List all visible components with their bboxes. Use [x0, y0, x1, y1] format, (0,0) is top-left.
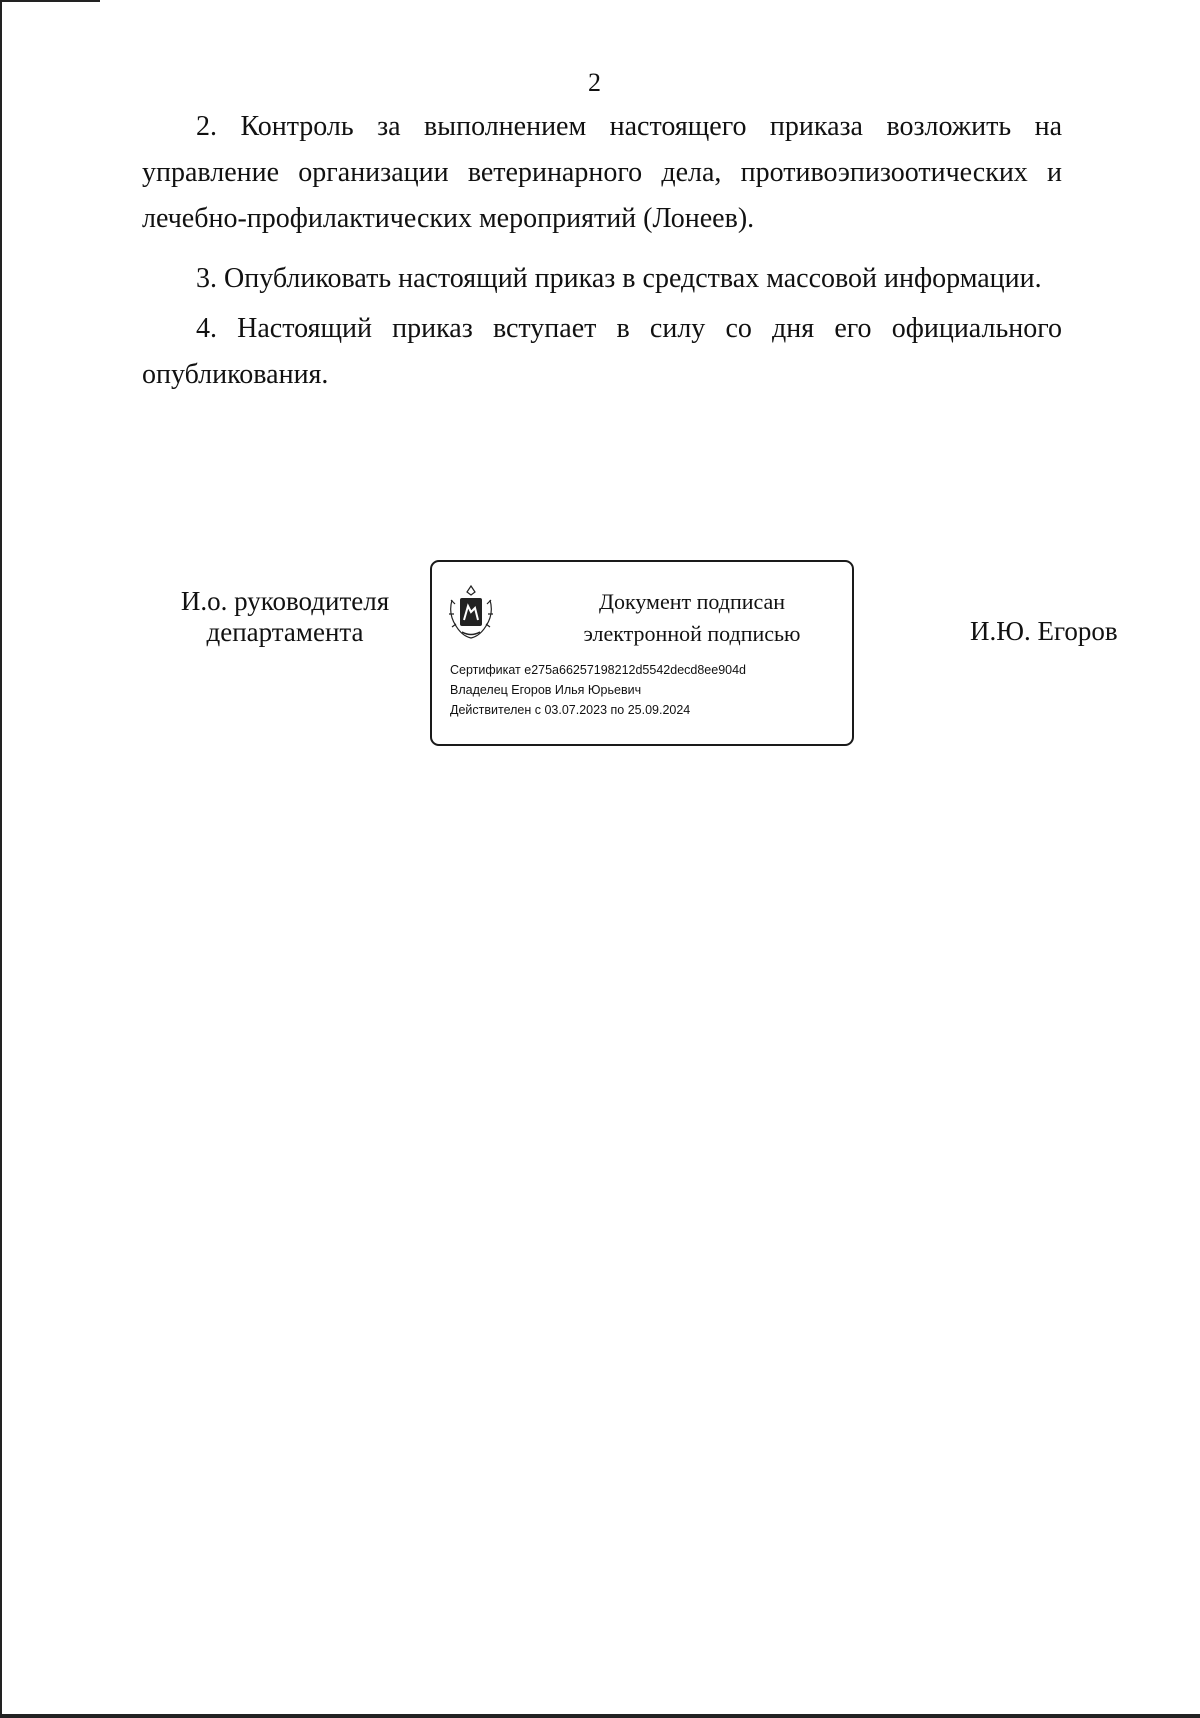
- signatory-role-line-1: И.о. руководителя: [180, 586, 390, 616]
- certificate-line: Сертификат e275a66257198212d5542decd8ee904d: [450, 663, 747, 677]
- paragraph-2: 2. Контроль за выполнением настоящего приказа возложить на управление организации ветеринарного дела, противоэпизоотических и лечебно-профилактических мероприятий (Лонеев).: [142, 111, 1062, 234]
- validity-line: Действителен с 03.07.2023 по 25.09.2024: [450, 703, 691, 717]
- owner-line: Владелец Егоров Илья Юрьевич: [450, 683, 642, 697]
- signatory-role: [160, 586, 410, 648]
- paragraph-4: 4. Настоящий приказ вступает в силу со дня его официального опубликования.: [142, 313, 1062, 390]
- coat-of-arms-icon: [446, 582, 496, 642]
- scan-border-left: [0, 0, 2, 1718]
- signatory-name: И.Ю. Егоров: [970, 616, 1118, 646]
- stamp-title: [542, 586, 842, 650]
- paragraph-3: 3. Опубликовать настоящий приказ в средствах массовой информации.: [196, 263, 1042, 294]
- signatory-role-line-2: департамента: [206, 617, 364, 647]
- stamp-title-line-1: Документ подписан: [598, 589, 786, 614]
- electronic-signature-stamp: [430, 560, 854, 746]
- scan-border-bottom: [0, 1714, 1200, 1718]
- stamp-details: [450, 660, 850, 720]
- page-number: 2: [588, 68, 601, 97]
- stamp-title-line-2: электронной подписью: [583, 621, 801, 646]
- scan-border-top: [0, 0, 100, 2]
